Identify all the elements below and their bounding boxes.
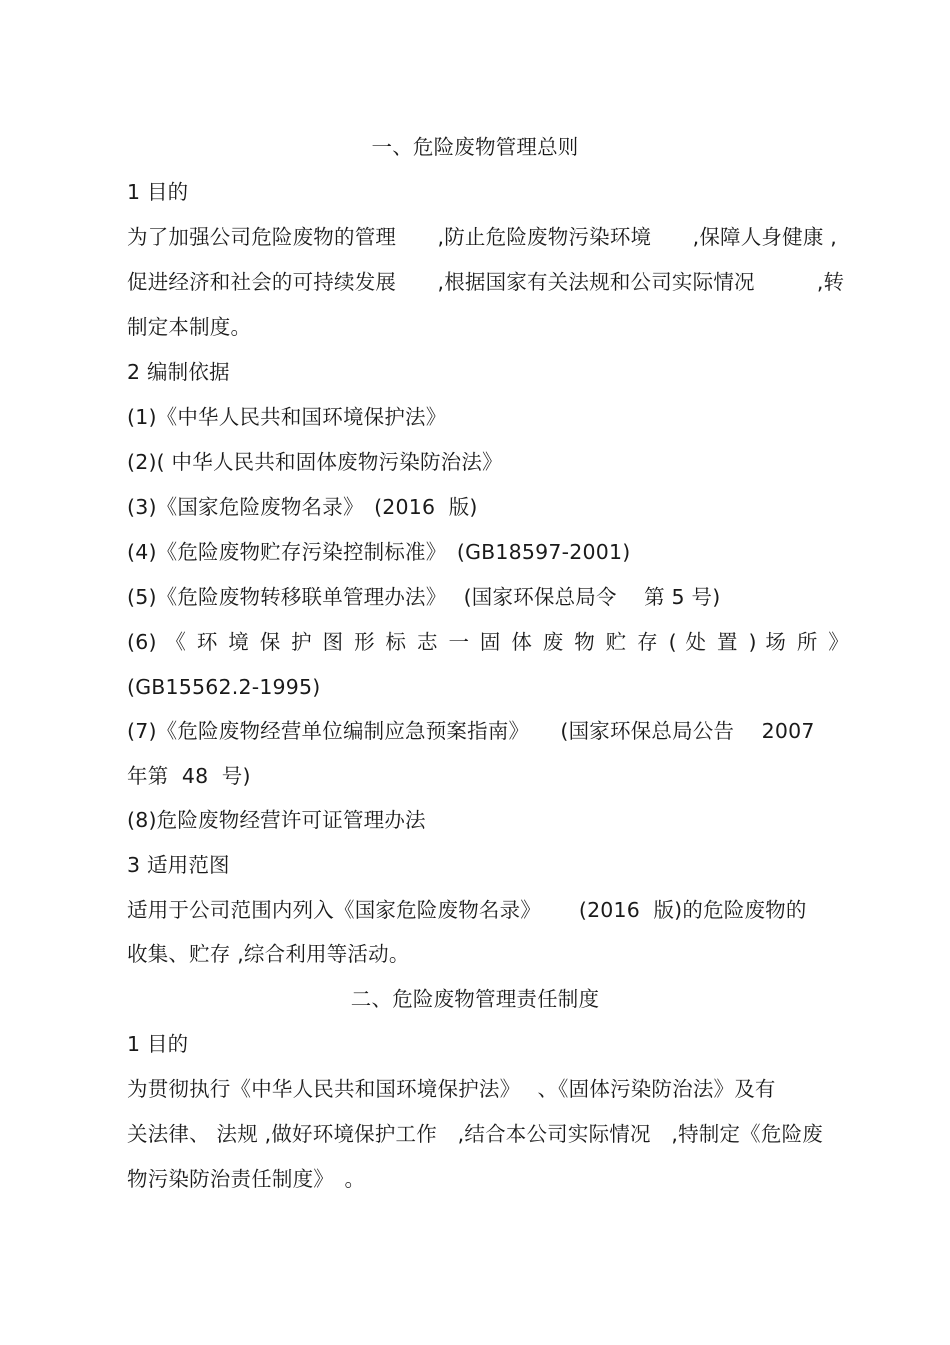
section-heading-1: 一、危险废物管理总则 — [371, 135, 579, 159]
subsection-title-basis: 2 编制依据 — [127, 360, 230, 384]
paragraph-line: 关法律、 法规 ,做好环境保护工作 ,结合本公司实际情况 ,特制定《危险废 — [127, 1122, 823, 1146]
basis-item: (2)( 中华人民共和固体废物污染防治法》 — [127, 450, 503, 474]
paragraph-line: 促进经济和社会的可持续发展 ,根据国家有关法规和公司实际情况 ,转 — [127, 270, 845, 294]
subsection-title-purpose: 1 目的 — [127, 1032, 189, 1056]
basis-item: (3)《国家危险废物名录》 (2016 版) — [127, 495, 478, 519]
basis-item: (7)《危险废物经营单位编制应急预案指南》 (国家环保总局公告 2007 — [127, 719, 815, 743]
paragraph-line: 为了加强公司危险废物的管理 ,防止危险废物污染环境 ,保障人身健康 , — [127, 225, 837, 249]
basis-item: (8)危险废物经营许可证管理办法 — [127, 808, 426, 832]
paragraph-line: 为贯彻执行《中华人民共和国环境保护法》 、《固体污染防治法》及有 — [127, 1077, 776, 1101]
basis-item: (5)《危险废物转移联单管理办法》 (国家环保总局令 第 5 号) — [127, 585, 721, 609]
paragraph-line: 制定本制度。 — [127, 315, 252, 339]
paragraph-line: 适用于公司范围内列入《国家危险废物名录》 (2016 版)的危险废物的 — [127, 898, 807, 922]
basis-item: (4)《危险废物贮存污染控制标准》 (GB18597-2001) — [127, 540, 631, 564]
subsection-title-scope: 3 适用范图 — [127, 853, 230, 877]
paragraph-line: 物污染防治责任制度》 。 — [127, 1167, 366, 1191]
paragraph-line: 收集、贮存 ,综合利用等活动。 — [127, 942, 410, 966]
basis-item: (GB15562.2-1995) — [127, 675, 321, 699]
section-heading-2: 二、危险废物管理责任制度 — [350, 987, 600, 1011]
basis-item: 年第 48 号) — [127, 764, 251, 788]
basis-item: (6) 《 环 境 保 护 图 形 标 志 一 固 体 废 物 贮 存 ( 处 置 ) 场 所 》 — [127, 630, 849, 654]
basis-item: (1)《中华人民共和国环境保护法》 — [127, 405, 447, 429]
subsection-title-purpose: 1 目的 — [127, 180, 189, 204]
